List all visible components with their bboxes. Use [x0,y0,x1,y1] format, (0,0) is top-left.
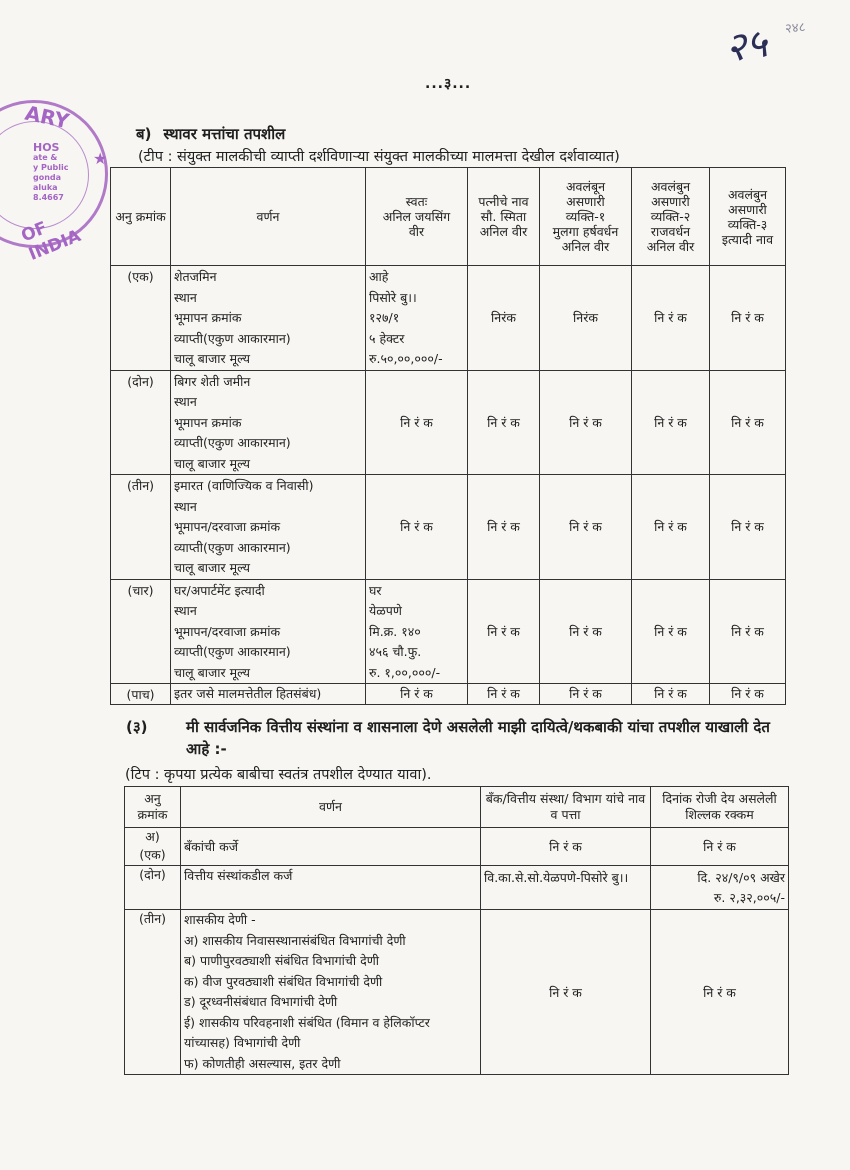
table-row [111,684,786,705]
header-bank: बँक/वित्तीय संस्था/ विभाग यांचे नाव व पत्ता [481,787,651,828]
row-description: वित्तीय संस्थांकडील कर्ज [181,866,481,910]
stamp-line: y Public [33,163,69,172]
row-dependent-3-value: नि रं क [710,684,786,705]
header-dependent-1: अवलंबून असणारी व्यक्ति-१ मुलगा हर्षवर्धन अनिल वीर [540,168,632,266]
row-dependent-1-value: नि रं क [540,684,632,705]
row-amount-value: नि रं क [651,910,789,1075]
table-row [111,370,786,475]
header-description: वर्णन [171,168,366,266]
row-dependent-2-value: नि रं क [632,579,710,684]
header-serial: अनु क्रमांक [111,168,171,266]
row-description: इमारत (वाणिज्यिक व निवासी) स्थान भूमापन/दरवाजा क्रमांक व्याप्ती(एकुण आकारमान) चालू बाजार मूल्य [171,475,366,580]
row-amount-value: दि. २४/९/०९ अखेर रु. २,३२,००५/- [651,866,789,910]
row-description: शेतजमिन स्थान भूमापन क्रमांक व्याप्ती(एकुण आकारमान) चालू बाजार मूल्य [171,266,366,371]
row-index: (तीन) [125,910,181,1075]
stamp-line: HOS [33,141,60,154]
row-self-value: आहे पिसोरे बु।। १२७/१ ५ हेक्टर रु.५०,००,०००/- [366,266,468,371]
section-b-title: स्थावर मत्तांचा तपशील [163,125,286,143]
row-dependent-3-value: नि रं क [710,475,786,580]
header-serial: अनु क्रमांक [125,787,181,828]
section-3-title: मी सार्वजनिक वित्तीय संस्थांना व शासनाला देणे असलेली माझी दायित्वे/थकबाकी यांचा तपशील याखाली देत आहे :- [186,718,770,758]
star-icon: ★ [93,149,108,168]
row-self-value: घर येळपणे मि.क्र. १४० ४५६ चौ.फु. रु. १,००,०००/- [366,579,468,684]
stamp-line: gonda [33,173,62,182]
row-wife-value: नि रं क [468,579,540,684]
row-self-value: नि रं क [366,475,468,580]
row-description: इतर जसे मालमत्तेतील हितसंबंध) [171,684,366,705]
header-self: स्वतः अनिल जयसिंग वीर [366,168,468,266]
row-index: (एक) [111,266,171,371]
table-row [111,475,786,580]
page-number: ...३... [425,76,472,92]
header-wife: पत्नीचे नाव सौ. स्मिता अनिल वीर [468,168,540,266]
row-index: (पाच) [111,684,171,705]
table-row [125,828,789,866]
row-bank-value: वि.का.से.सो.येळपणे-पिसोरे बु।। [481,866,651,910]
row-amount-value: नि रं क [651,828,789,866]
row-dependent-2-value: नि रं क [632,266,710,371]
row-dependent-3-value: नि रं क [710,370,786,475]
row-dependent-3-value: नि रं क [710,266,786,371]
row-index: (तीन) [111,475,171,580]
header-dependent-2: अवलंबुन असणारी व्यक्ति-२ राजवर्धन अनिल वीर [632,168,710,266]
row-wife-value: निरंक [468,266,540,371]
handwritten-small-mark: २४८ [784,20,807,37]
row-dependent-2-value: नि रं क [632,370,710,475]
section-b-heading [136,124,297,144]
row-index: अ) (एक) [125,828,181,866]
row-dependent-1-value: नि रं क [540,475,632,580]
stamp-top-text: ARY [22,100,72,134]
row-description: बिगर शेती जमीन स्थान भूमापन क्रमांक व्याप्ती(एकुण आकारमान) चालू बाजार मूल्य [171,370,366,475]
row-dependent-2-value: नि रं क [632,475,710,580]
header-description: वर्णन [181,787,481,828]
stamp-line: aluka [33,183,58,192]
table-row [111,579,786,684]
row-dependent-3-value: नि रं क [710,579,786,684]
row-wife-value: नि रं क [468,684,540,705]
row-description: घर/अपार्टमेंट इत्यादी स्थान भूमापन/दरवाजा क्रमांक व्याप्ती(एकुण आकारमान) चालू बाजार मूल्य [171,579,366,684]
row-description: शासकीय देणी - अ) शासकीय निवासस्थानासंबंधित विभागांची देणी ब) पाणीपुरवठ्याशी संबंधित विभागांची देणी क) वीज पुरवठ्याशी संबंधित विभागांची देणी ड) दूरध्वनीसंबंधात विभागांची देणी ई) शासकीय परिवहनाशी संबंधित (विमान व हेलिकॉप्टर यांच्यासह) विभागांची देणी फ) कोणतीही असल्यास, इतर देणी [181,910,481,1075]
row-index: (दोन) [111,370,171,475]
table-row [125,866,789,910]
row-dependent-2-value: नि रं क [632,684,710,705]
row-self-value: नि रं क [366,684,468,705]
section-3-heading [126,716,786,760]
row-index: (चार) [111,579,171,684]
row-self-value: नि रं क [366,370,468,475]
liabilities-table [124,786,789,1075]
section-3-marker: (३) [126,718,148,736]
immovable-assets-table [110,167,786,705]
header-dependent-3: अवलंबुन असणारी व्यक्ति-३ इत्यादी नाव [710,168,786,266]
row-dependent-1-value: निरंक [540,266,632,371]
table-row [111,266,786,371]
row-description: बँकांची कर्जे [181,828,481,866]
row-bank-value: नि रं क [481,910,651,1075]
row-dependent-1-value: नि रं क [540,579,632,684]
row-dependent-1-value: नि रं क [540,370,632,475]
row-index: (दोन) [125,866,181,910]
notary-stamp [0,100,108,265]
note-joint-ownership: (टीप : संयुक्त मालकीची व्याप्ती दर्शविणाऱ्या संयुक्त मालकीच्या मालमत्ता देखील दर्शवाव्यात) [138,149,620,165]
note-separate-details: (टिप : कृपया प्रत्येक बाबीचा स्वतंत्र तपशील देण्यात यावा). [125,767,432,783]
row-wife-value: नि रं क [468,475,540,580]
stamp-bottom-text: OF INDIA [18,218,84,265]
stamp-line: ate & [33,153,58,162]
section-b-marker: ब) [136,125,152,143]
handwritten-page-mark: २५ [722,20,770,72]
row-wife-value: नि रं क [468,370,540,475]
table-row [125,910,789,1075]
row-bank-value: नि रं क [481,828,651,866]
header-amount: दिनांक रोजी देय असलेली शिल्लक रक्कम [651,787,789,828]
stamp-line: 8.4667 [33,193,64,202]
